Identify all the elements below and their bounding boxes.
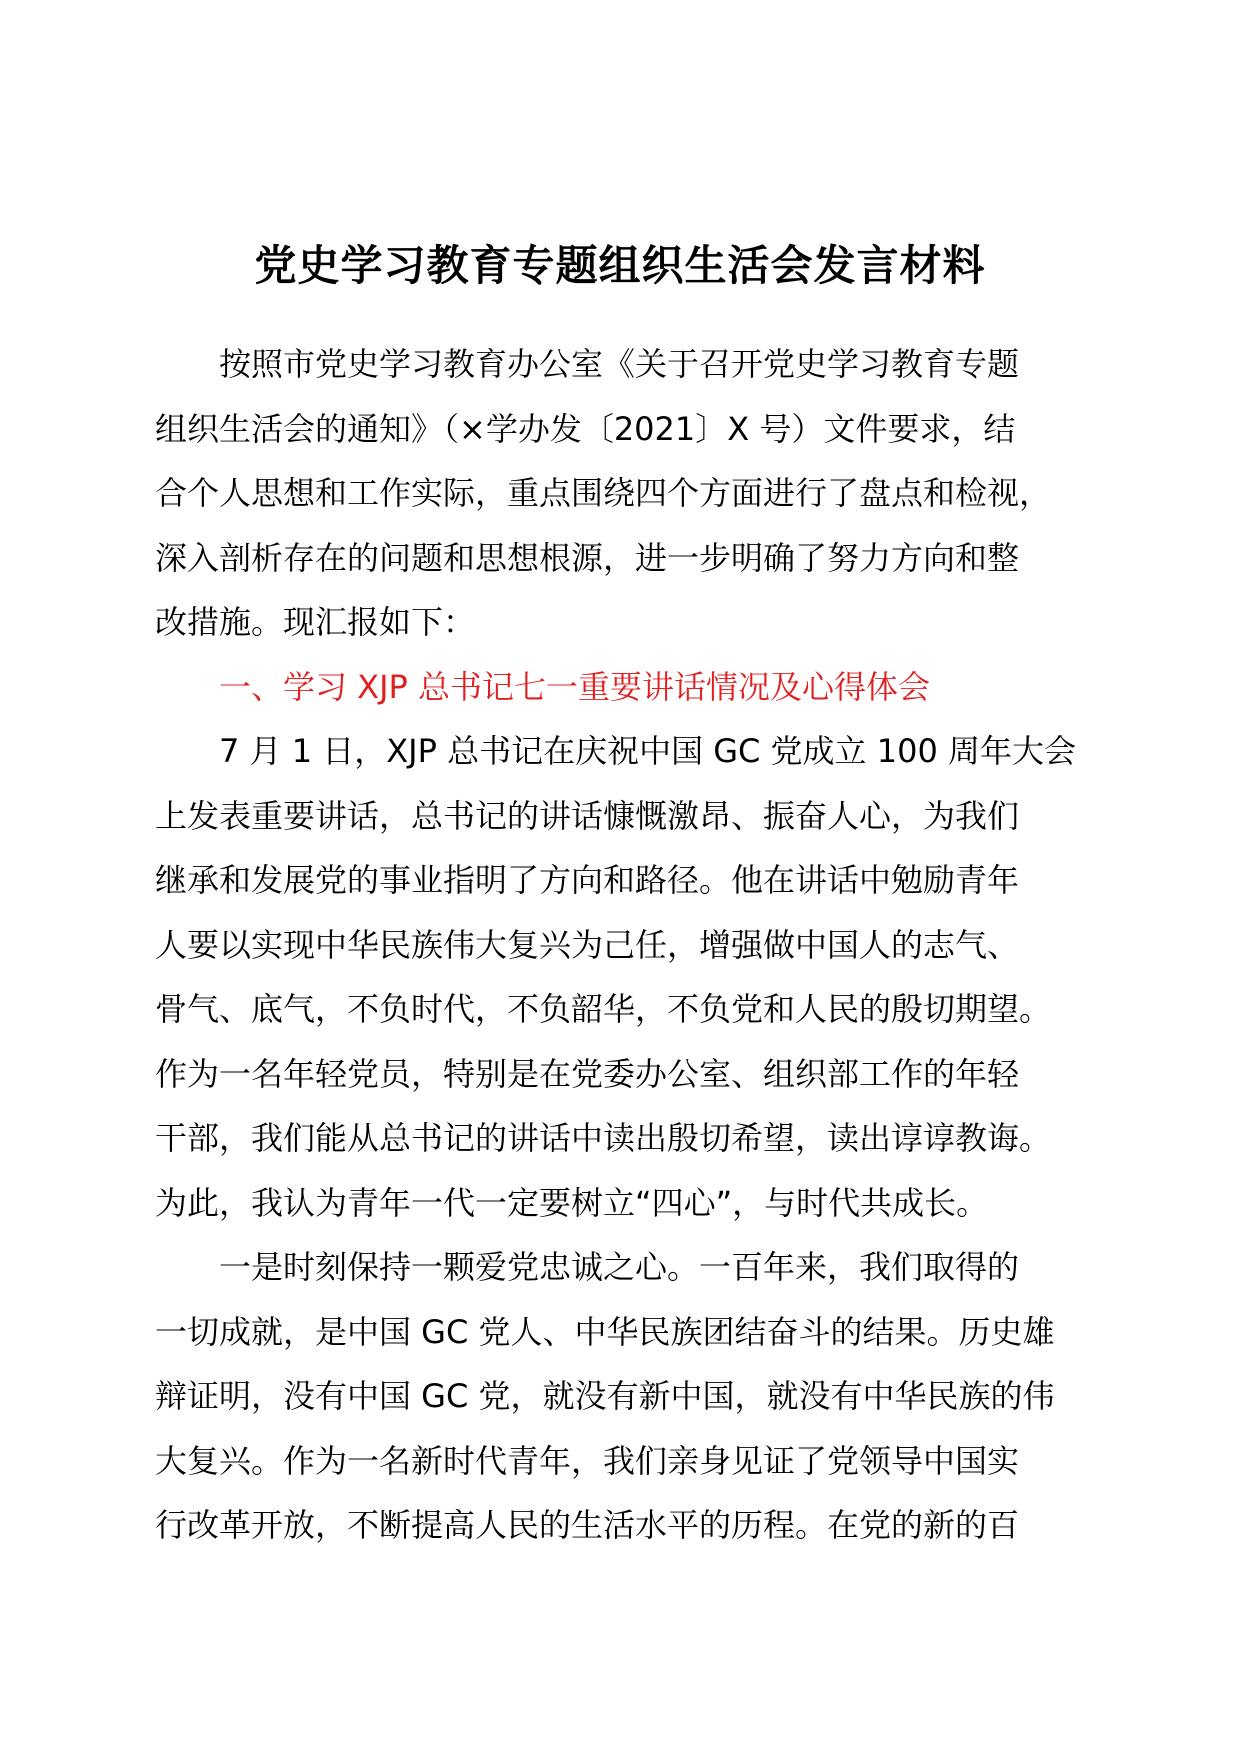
section-heading: 一、学习 XJP 总书记七一重要讲话情况及心得体会 <box>219 667 931 706</box>
paragraph-line: 干部，我们能从总书记的讲话中读出殷切希望，读出谆谆教诲。 <box>155 1119 1052 1157</box>
paragraph-line: 一切成就，是中国 GC 党人、中华民族团结奋斗的结果。历史雄 <box>155 1312 1055 1351</box>
paragraph-line: 改措施。现汇报如下： <box>155 603 476 641</box>
paragraph-line: 7 月 1 日，XJP 总书记在庆祝中国 GC 党成立 100 周年大会 <box>219 732 1076 770</box>
paragraph-line: 作为一名年轻党员，特别是在党委办公室、组织部工作的年轻 <box>155 1054 1020 1093</box>
paragraph-line: 为此，我认为青年一代一定要树立“四心”，与时代共成长。 <box>155 1183 989 1222</box>
paragraph-line: 深入剖析存在的问题和思想根源，进一步明确了努力方向和整 <box>155 538 1020 577</box>
paragraph-line: 行改革开放，不断提高人民的生活水平的历程。在党的新的百 <box>155 1506 1020 1544</box>
paragraph-line: 大复兴。作为一名新时代青年，我们亲身见证了党领导中国实 <box>155 1441 1020 1480</box>
paragraph-line: 人要以实现中华民族伟大复兴为己任，增强做中国人的志气、 <box>155 925 1020 964</box>
paragraph-line: 组织生活会的通知》（×学办发〔2021〕X 号）文件要求，结 <box>155 409 1016 448</box>
document-title: 党史学习教育专题组织生活会发言材料 <box>254 241 986 290</box>
paragraph-line: 继承和发展党的事业指明了方向和路径。他在讲话中勉励青年 <box>155 861 1020 899</box>
paragraph-line: 合个人思想和工作实际，重点围绕四个方面进行了盘点和检视， <box>155 474 1052 512</box>
paragraph-line: 辩证明，没有中国 GC 党，就没有新中国，就没有中华民族的伟 <box>155 1377 1055 1415</box>
paragraph-line: 按照市党史学习教育办公室《关于召开党史学习教育专题 <box>219 345 1020 383</box>
paragraph-line: 一是时刻保持一颗爱党忠诚之心。一百年来，我们取得的 <box>219 1248 1020 1286</box>
paragraph-line: 上发表重要讲话，总书记的讲话慷慨激昂、振奋人心，为我们 <box>155 796 1020 835</box>
document-body <box>155 332 1115 1558</box>
paragraph-line: 骨气、底气，不负时代，不负韶华，不负党和人民的殷切期望。 <box>155 990 1052 1028</box>
